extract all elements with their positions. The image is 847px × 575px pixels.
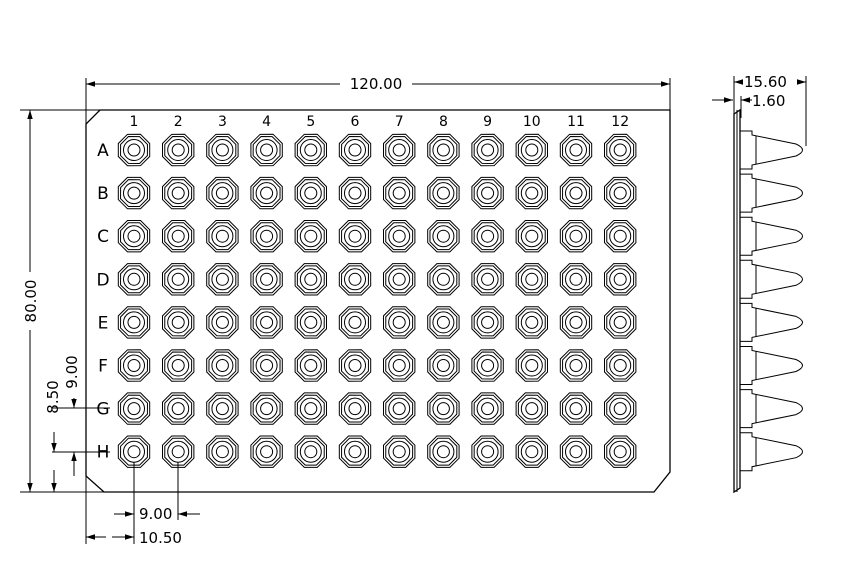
well <box>510 300 554 344</box>
plate-outline <box>86 110 670 492</box>
well <box>554 429 598 473</box>
side-tube <box>740 303 803 341</box>
well <box>465 171 509 215</box>
side-tube <box>740 390 803 428</box>
well <box>289 171 333 215</box>
column-label: 8 <box>438 114 448 130</box>
well <box>244 128 288 172</box>
well <box>200 128 244 172</box>
well <box>377 386 421 430</box>
well <box>244 257 288 301</box>
well <box>333 214 377 258</box>
well <box>421 257 465 301</box>
well <box>598 429 642 473</box>
well <box>333 386 377 430</box>
skirt-dimension: 1.60 <box>752 92 786 110</box>
well <box>112 128 156 172</box>
well <box>244 429 288 473</box>
well <box>510 343 554 387</box>
well <box>465 429 509 473</box>
well <box>289 128 333 172</box>
column-label: 1 <box>129 114 139 130</box>
side-tube <box>740 347 803 385</box>
well <box>156 429 200 473</box>
well <box>598 257 642 301</box>
well <box>421 214 465 258</box>
well <box>421 386 465 430</box>
well <box>554 128 598 172</box>
row-label: G <box>96 399 110 420</box>
well <box>598 300 642 344</box>
well <box>465 300 509 344</box>
well <box>598 128 642 172</box>
well <box>510 128 554 172</box>
well <box>421 128 465 172</box>
well <box>156 300 200 344</box>
column-label: 10 <box>522 114 541 130</box>
well <box>112 386 156 430</box>
well <box>333 171 377 215</box>
well <box>421 343 465 387</box>
row-labels <box>96 141 109 463</box>
well <box>510 257 554 301</box>
row-label: B <box>97 184 109 205</box>
height-dimension: 15.60 <box>744 73 787 91</box>
well <box>200 171 244 215</box>
well <box>289 386 333 430</box>
well <box>554 386 598 430</box>
well <box>465 343 509 387</box>
side-tube <box>740 131 803 169</box>
well <box>112 257 156 301</box>
well <box>156 128 200 172</box>
well <box>289 257 333 301</box>
well <box>289 343 333 387</box>
well <box>112 214 156 258</box>
well <box>465 386 509 430</box>
well <box>377 214 421 258</box>
col-offset-dimension: 10.50 <box>139 529 182 547</box>
well <box>510 386 554 430</box>
well <box>200 386 244 430</box>
well <box>289 214 333 258</box>
well <box>421 429 465 473</box>
well <box>554 257 598 301</box>
side-tube <box>740 174 803 212</box>
well <box>333 343 377 387</box>
well <box>244 300 288 344</box>
well-grid <box>112 128 643 474</box>
well <box>465 257 509 301</box>
well <box>112 171 156 215</box>
col-pitch-dimension: 9.00 <box>139 505 173 523</box>
column-label: 7 <box>394 114 404 130</box>
well <box>333 429 377 473</box>
well <box>510 171 554 215</box>
well <box>333 257 377 301</box>
well <box>377 300 421 344</box>
well <box>421 300 465 344</box>
well <box>598 171 642 215</box>
well <box>377 257 421 301</box>
well <box>465 214 509 258</box>
row-label: F <box>98 356 108 377</box>
width-dimension: 80.00 <box>22 279 40 323</box>
well <box>421 171 465 215</box>
well <box>465 128 509 172</box>
side-tube <box>740 217 803 255</box>
well <box>289 300 333 344</box>
side-tube <box>740 260 803 298</box>
well <box>377 128 421 172</box>
well <box>244 343 288 387</box>
well <box>244 171 288 215</box>
row-label: D <box>96 270 110 291</box>
column-label: 4 <box>262 114 272 130</box>
column-label: 5 <box>306 114 316 130</box>
well <box>200 300 244 344</box>
well <box>289 429 333 473</box>
well <box>333 128 377 172</box>
side-tube <box>740 433 803 471</box>
row-offset-dimension: 8.50 <box>44 380 62 414</box>
well <box>554 343 598 387</box>
well <box>377 171 421 215</box>
well <box>244 386 288 430</box>
well <box>554 300 598 344</box>
well <box>554 171 598 215</box>
column-label: 2 <box>173 114 183 130</box>
well <box>112 300 156 344</box>
well <box>200 214 244 258</box>
well <box>156 214 200 258</box>
well <box>554 214 598 258</box>
column-label: 12 <box>611 114 630 130</box>
well <box>244 214 288 258</box>
row-label: A <box>97 141 109 161</box>
row-label: H <box>96 442 110 463</box>
column-label: 9 <box>483 114 493 130</box>
well <box>156 257 200 301</box>
column-label: 6 <box>350 114 360 130</box>
well <box>112 343 156 387</box>
row-label: C <box>97 227 109 248</box>
well <box>112 429 156 473</box>
well <box>156 171 200 215</box>
length-dimension: 120.00 <box>349 75 403 93</box>
well <box>200 343 244 387</box>
side-view <box>734 110 803 492</box>
well <box>598 386 642 430</box>
well <box>377 343 421 387</box>
well <box>156 386 200 430</box>
row-label: E <box>97 313 109 334</box>
column-label: 3 <box>217 114 227 130</box>
well <box>156 343 200 387</box>
row-pitch-dimension: 9.00 <box>63 355 81 389</box>
well <box>333 300 377 344</box>
well <box>510 214 554 258</box>
well <box>200 429 244 473</box>
well <box>598 343 642 387</box>
well <box>200 257 244 301</box>
column-labels <box>130 114 630 130</box>
well <box>377 429 421 473</box>
column-label: 11 <box>567 114 585 130</box>
well <box>598 214 642 258</box>
well <box>510 429 554 473</box>
